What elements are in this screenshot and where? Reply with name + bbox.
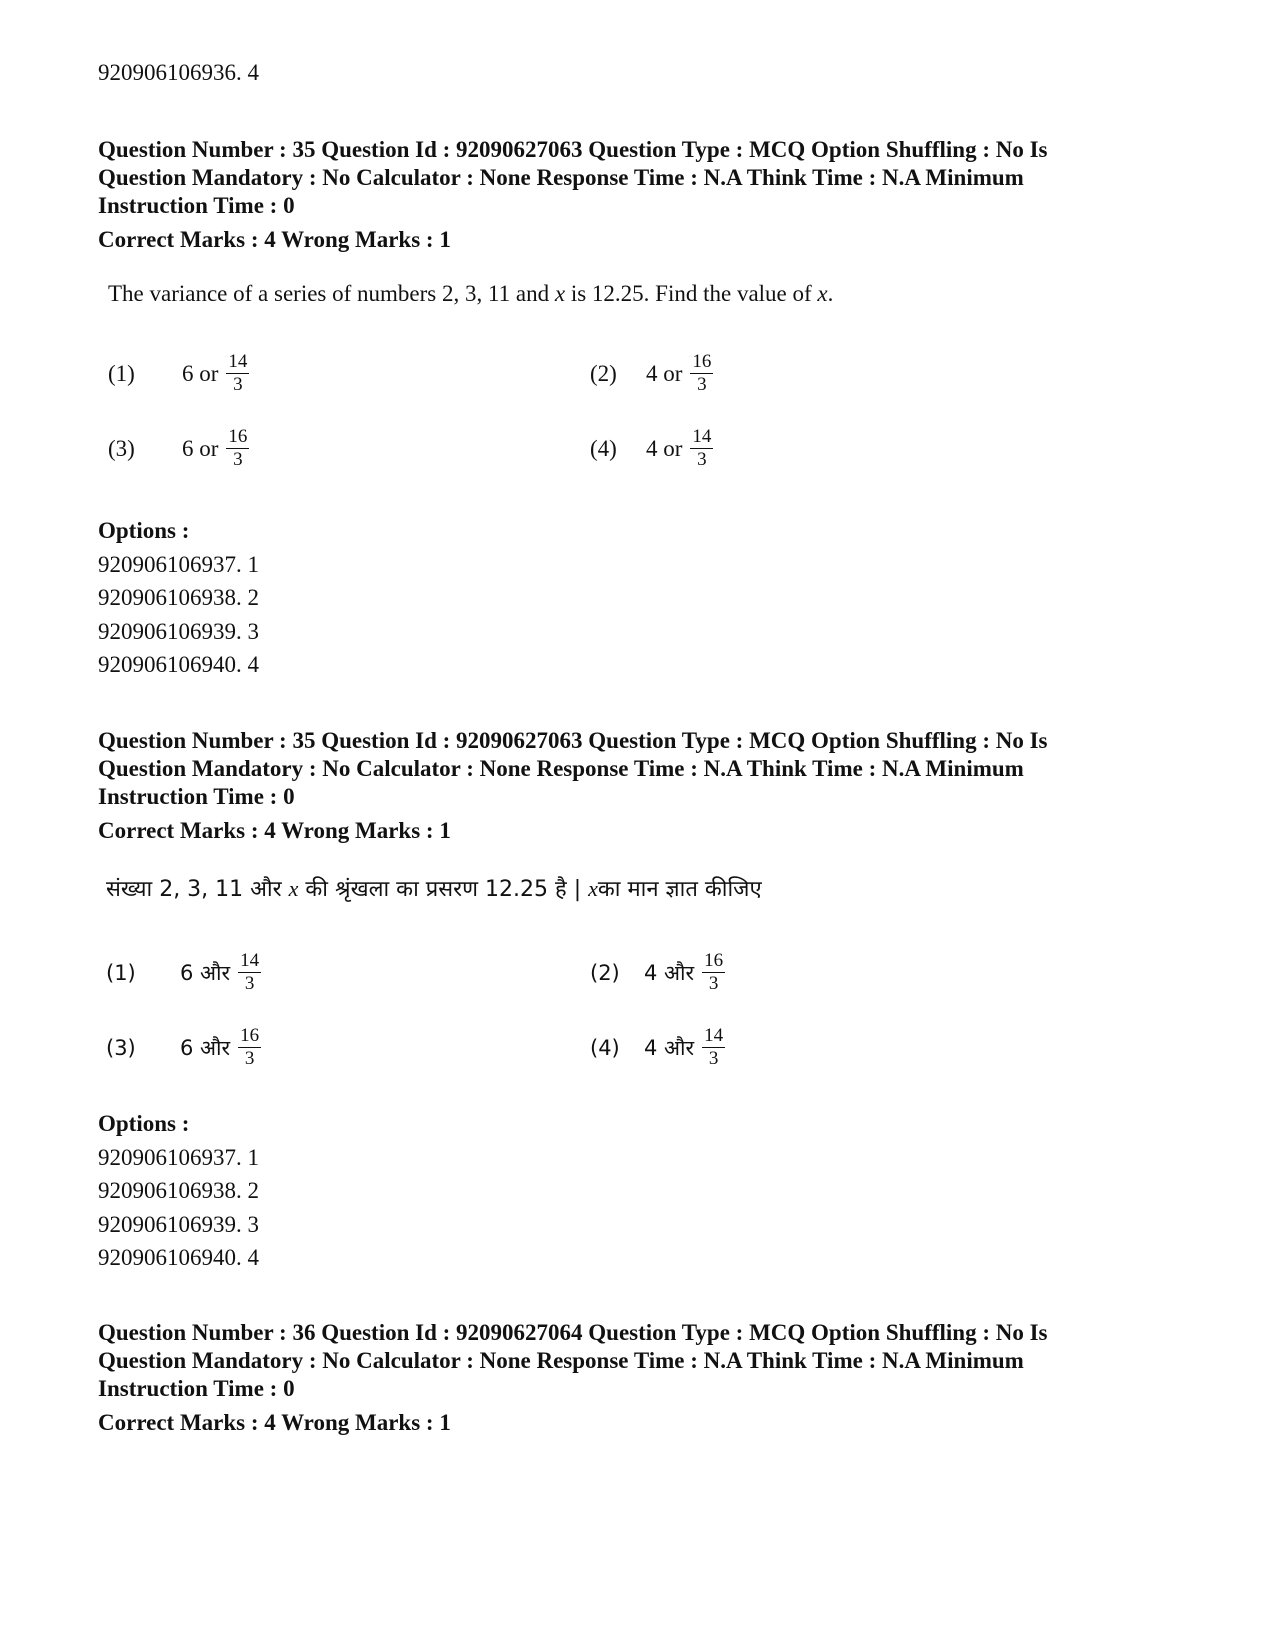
meta-line: Question Mandatory : No Calculator : None Response Time : N.A Think Time : N.A Minimum <box>98 165 1024 190</box>
option-line: 920906106939. 3 <box>98 618 259 644</box>
previous-option-line: 920906106936. 4 <box>98 60 259 85</box>
fraction-denominator: 3 <box>697 374 707 395</box>
meta-line: Question Number : 35 Question Id : 92090627063 Question Type : MCQ Option Shuffling : No Is <box>98 728 1048 753</box>
choice-lead: 6 और <box>180 1035 231 1060</box>
choice-number: (4) <box>590 435 617 461</box>
marks-line: Correct Marks : 4 Wrong Marks : 1 <box>98 1410 451 1435</box>
fraction-denominator: 3 <box>244 1048 255 1069</box>
meta-line: Instruction Time : 0 <box>98 1376 295 1401</box>
choice-3-hi <box>106 1025 261 1070</box>
fraction-denominator: 3 <box>708 973 719 994</box>
question-text-part: . <box>827 281 834 306</box>
fraction <box>226 426 249 471</box>
fraction-numerator: 14 <box>240 950 260 971</box>
choice-2 <box>590 351 713 396</box>
option-line: 920906106938. 2 <box>98 585 259 610</box>
fraction <box>690 426 713 471</box>
marks-line: Correct Marks : 4 Wrong Marks : 1 <box>98 227 451 252</box>
variable-x: x <box>554 281 566 306</box>
choice-number: (3) <box>108 435 135 461</box>
choice-lead: 4 or <box>646 360 683 386</box>
question-text-part: की श्रृंखला का प्रसरण 12.25 है | <box>298 877 589 902</box>
option-line: 920906106940. 4 <box>98 652 259 677</box>
question-text-part: का मान ज्ञात कीजिए <box>597 877 762 902</box>
fraction-numerator: 16 <box>228 426 248 447</box>
question-text-part: संख्या 2, 3, 11 और <box>106 877 289 902</box>
fraction-numerator: 14 <box>228 351 248 372</box>
fraction-numerator: 16 <box>240 1025 260 1046</box>
question-text-en <box>108 281 833 307</box>
question-text-part: The variance of a series of numbers 2, 3, 11 and <box>108 281 555 306</box>
fraction-numerator: 16 <box>692 351 712 372</box>
variable-x: x <box>588 876 598 901</box>
choice-1 <box>108 351 249 396</box>
variable-x: x <box>288 876 299 901</box>
fraction <box>702 950 725 995</box>
option-line: 920906106937. 1 <box>98 1144 259 1170</box>
choice-number: (3) <box>106 1035 136 1060</box>
question-meta-36 <box>98 1319 1198 1437</box>
option-line: 920906106939. 3 <box>98 1211 259 1237</box>
choice-number: (1) <box>108 360 135 386</box>
meta-line: Instruction Time : 0 <box>98 784 295 809</box>
option-line: 920906106940. 4 <box>98 1245 259 1270</box>
variable-x: x <box>817 281 828 306</box>
option-line: 920906106938. 2 <box>98 1178 259 1203</box>
choice-lead: 4 और <box>644 1035 695 1060</box>
options-header: Options : <box>98 1111 190 1136</box>
choice-4-hi <box>590 1025 725 1070</box>
options-header: Options : <box>98 518 190 543</box>
meta-line: Instruction Time : 0 <box>98 193 295 218</box>
choice-4 <box>590 426 713 471</box>
choice-number: (2) <box>590 960 620 985</box>
fraction-numerator: 16 <box>704 950 724 971</box>
choice-lead: 6 or <box>182 435 219 461</box>
fraction <box>690 351 713 396</box>
meta-line: Question Number : 35 Question Id : 92090627063 Question Type : MCQ Option Shuffling : No Is <box>98 137 1048 162</box>
choice-lead: 4 और <box>644 960 695 985</box>
fraction-numerator: 14 <box>692 426 712 447</box>
fraction-denominator: 3 <box>708 1048 719 1069</box>
fraction-numerator: 14 <box>704 1025 724 1046</box>
options-list-35-en <box>98 514 259 682</box>
fraction-denominator: 3 <box>697 449 707 470</box>
fraction <box>238 950 261 995</box>
fraction-denominator: 3 <box>244 973 255 994</box>
question-text-part: is 12.25. Find the value of <box>565 281 818 306</box>
fraction-denominator: 3 <box>233 374 243 395</box>
choice-number: (4) <box>590 1035 620 1060</box>
marks-line: Correct Marks : 4 Wrong Marks : 1 <box>98 818 451 843</box>
choice-1-hi <box>106 950 261 995</box>
meta-line: Question Mandatory : No Calculator : None Response Time : N.A Think Time : N.A Minimum <box>98 1348 1024 1373</box>
fraction <box>226 351 249 396</box>
fraction-denominator: 3 <box>233 449 243 470</box>
fraction <box>238 1025 261 1070</box>
choice-number: (2) <box>590 360 617 386</box>
option-line: 920906106937. 1 <box>98 551 259 577</box>
question-meta-35-en <box>98 136 1198 254</box>
question-meta-35-hi <box>98 727 1198 845</box>
fraction <box>702 1025 725 1070</box>
meta-line: Question Mandatory : No Calculator : None Response Time : N.A Think Time : N.A Minimum <box>98 756 1024 781</box>
meta-line: Question Number : 36 Question Id : 92090627064 Question Type : MCQ Option Shuffling : No Is <box>98 1320 1048 1345</box>
choice-number: (1) <box>106 960 136 985</box>
choice-lead: 4 or <box>646 435 683 461</box>
choice-lead: 6 और <box>180 960 231 985</box>
choice-3 <box>108 426 249 471</box>
options-list-35-hi <box>98 1107 259 1275</box>
choice-2-hi <box>590 950 725 995</box>
choice-lead: 6 or <box>182 360 219 386</box>
question-text-hi <box>106 873 762 903</box>
